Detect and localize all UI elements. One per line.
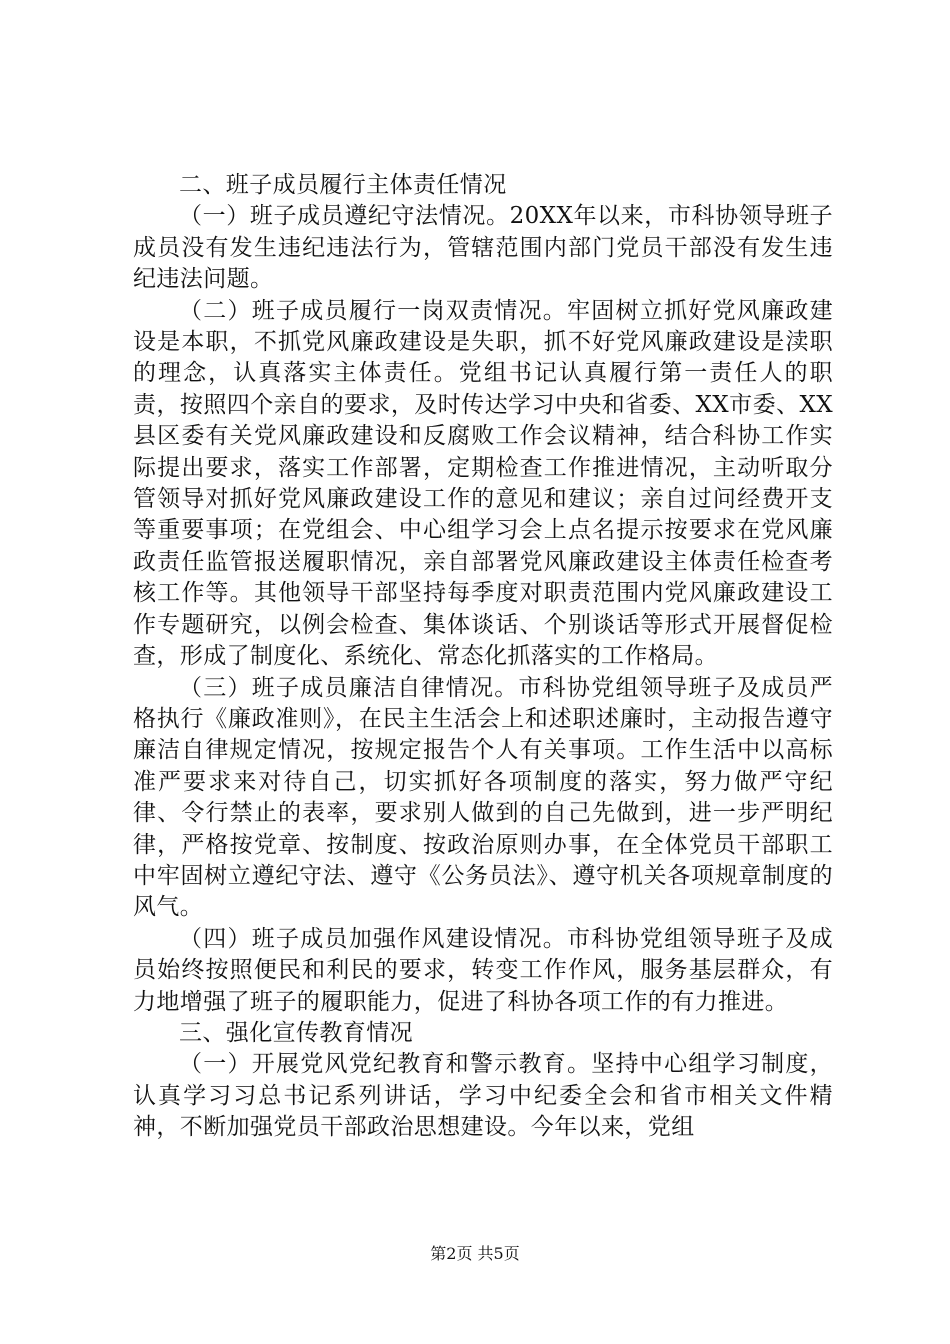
- paragraph-work-style: （四）班子成员加强作风建设情况。市科协党组领导班子及成员始终按照便民和利民的要求，转变工作作风，服务基层群众，有力地增强了班子的履职能力，促进了科协各项工作的有力推进。: [133, 925, 833, 1015]
- section-heading-3: 三、强化宣传教育情况: [179, 1019, 413, 1046]
- paragraph-self-discipline: （三）班子成员廉洁自律情况。市科协党组领导班子及成员严格执行《廉政准则》，在民主生活会上和述职述廉时，主动报告遵守廉洁自律规定情况，按规定报告个人有关事项。工作生活中以高标准严要求来对待自己，切实抓好各项制度的落实，努力做严守纪律、令行禁止的表率，要求别人做到的自己先做到，进一步严明纪律，严格按党章、按制度、按政治原则办事，在全体党员干部职工中牢固树立遵纪守法、遵守《公务员法》、遵守机关各项规章制度的风气。: [133, 674, 833, 921]
- page-footer: 第2页 共5页: [430, 1244, 520, 1263]
- document-body: [133, 170, 833, 1144]
- section-heading-2: 二、班子成员履行主体责任情况: [179, 172, 507, 198]
- paragraph-compliance: （一）班子成员遵纪守法情况。20XX年以来，市科协领导班子成员没有发生违纪违法行为，管辖范围内部门党员干部没有发生违纪违法问题。: [133, 203, 833, 293]
- paragraph-dual-responsibility: （二）班子成员履行一岗双责情况。牢固树立抓好党风廉政建设是本职，不抓党风廉政建设是失职，抓不好党风廉政建设是渎职的理念，认真落实主体责任。党组书记认真履行第一责任人的职责，按照四个亲自的要求，及时传达学习中央和省委、XX市委、XX县区委有关党风廉政建设和反腐败工作会议精神，结合科协工作实际提出要求，落实工作部署，定期检查工作推进情况，主动听取分管领导对抓好党风廉政建设工作的意见和建议；亲自过问经费开支等重要事项；在党组会、中心组学习会上点名提示按要求在党风廉政责任监管报送履职情况，亲自部署党风廉政建设主体责任检查考核工作等。其他领导干部坚持每季度对职责范围内党风廉政建设工作专题研究，以例会检查、集体谈话、个别谈话等形式开展督促检查，形成了制度化、系统化、常态化抓落实的工作格局。: [133, 297, 833, 670]
- paragraph-education: （一）开展党风党纪教育和警示教育。坚持中心组学习制度，认真学习习总书记系列讲话，学习中纪委全会和省市相关文件精神，不断加强党员干部政治思想建设。今年以来，党组: [133, 1051, 833, 1141]
